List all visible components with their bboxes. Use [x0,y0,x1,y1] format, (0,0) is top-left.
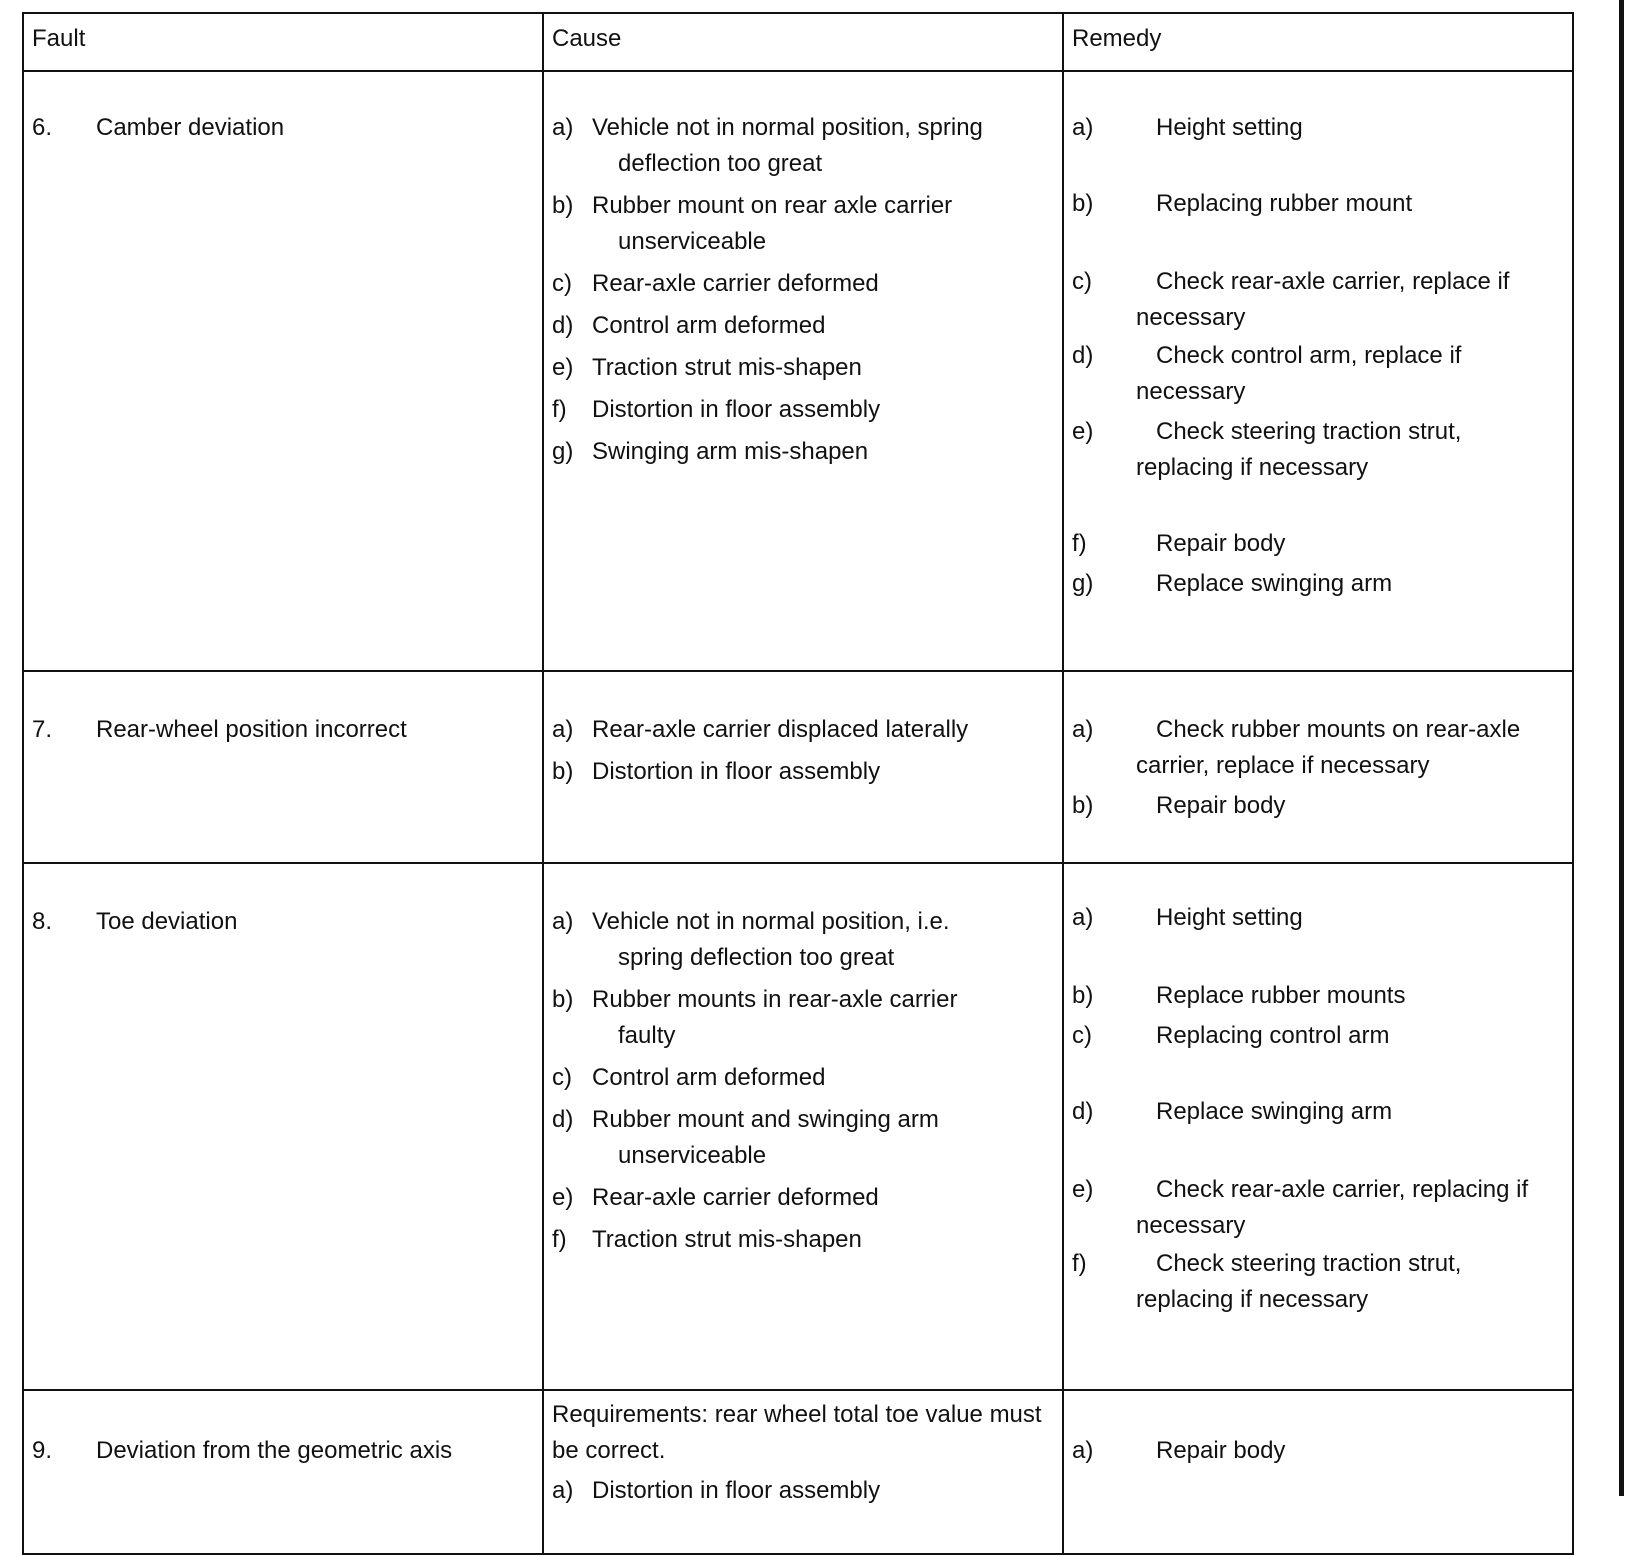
remedy-item: b) Repair body [1072,792,1286,819]
remedy-cell [1063,863,1573,1390]
cause-item: c) Rear-axle carrier deformed [552,270,879,297]
page-edge-rule [1619,0,1624,1496]
cause-item: b) Distortion in floor assembly [552,758,881,785]
fault-cause-remedy-table [22,12,1574,1555]
remedy-item: e) Check steering traction strut, replacing if necessary [1072,418,1462,481]
remedy-item: a) Height setting [1072,114,1303,141]
header-remedy: Remedy [1063,13,1573,71]
remedy-item: c) Replacing control arm [1072,1022,1390,1049]
cause-item: a) Vehicle not in normal position, spring deflection too great [552,114,983,177]
cause-cell [543,863,1063,1390]
remedy-cell [1063,71,1573,671]
remedy-item: d) Replace swinging arm [1072,1098,1393,1125]
table-row [23,1390,1573,1554]
cause-item: b) Rubber mounts in rear-axle carrier faulty [552,986,958,1049]
remedy-item: b) Replacing rubber mount [1072,190,1413,217]
cause-item: a) Rear-axle carrier displaced laterally [552,716,969,743]
fault-number: 8. [32,908,53,935]
remedy-item: f) Repair body [1072,530,1286,557]
cause-item: d) Control arm deformed [552,312,826,339]
remedy-item: a) Check rubber mounts on rear-axle carrier, replace if necessary [1072,716,1521,779]
fault-text: Rear-wheel position incorrect [96,716,407,743]
fault-text: Toe deviation [96,908,238,935]
remedy-item: c) Check rear-axle carrier, replace if necessary [1072,268,1510,331]
cause-item: e) Rear-axle carrier deformed [552,1184,879,1211]
header-fault: Fault [23,13,543,71]
header-cause: Cause [543,13,1063,71]
cause-item: g) Swinging arm mis-shapen [552,438,869,465]
remedy-item: g) Replace swinging arm [1072,570,1393,597]
fault-number: 9. [32,1437,53,1464]
remedy-cell [1063,1390,1573,1554]
remedy-item: e) Check rear-axle carrier, replacing if necessary [1072,1176,1529,1239]
fault-text: Camber deviation [96,114,285,141]
cause-item: c) Control arm deformed [552,1064,826,1091]
cause-item: a) Vehicle not in normal position, i.e. spring deflection too great [552,908,950,971]
table-row [23,71,1573,671]
remedy-cell [1063,671,1573,863]
remedy-item: f) Check steering traction strut, replacing if necessary [1072,1250,1462,1313]
remedy-item: d) Check control arm, replace if necessary [1072,342,1462,405]
cause-item: f) Traction strut mis-shapen [552,1226,862,1253]
remedy-item: a) Repair body [1072,1437,1286,1464]
cause-item: f) Distortion in floor assembly [552,396,881,423]
table-header-row [23,13,1573,71]
fault-number: 7. [32,716,53,743]
table-row [23,863,1573,1390]
fault-number: 6. [32,114,53,141]
cause-item: e) Traction strut mis-shapen [552,354,862,381]
fault-cell [23,671,543,863]
requirements-note: Requirements: rear wheel total toe value must be correct. [552,1401,1042,1464]
cause-item: b) Rubber mount on rear axle carrier unserviceable [552,192,953,255]
fault-cell [23,1390,543,1554]
remedy-item: b) Replace rubber mounts [1072,982,1406,1009]
fault-cell [23,71,543,671]
cause-cell [543,671,1063,863]
cause-item: d) Rubber mount and swinging arm unserviceable [552,1106,939,1169]
cause-item: a) Distortion in floor assembly [552,1477,881,1504]
table-row [23,671,1573,863]
cause-cell [543,71,1063,671]
fault-table-sheet [22,12,1572,1555]
cause-cell [543,1390,1063,1554]
fault-cell [23,863,543,1390]
remedy-item: a) Height setting [1072,904,1303,931]
fault-text: Deviation from the geometric axis [96,1437,453,1464]
